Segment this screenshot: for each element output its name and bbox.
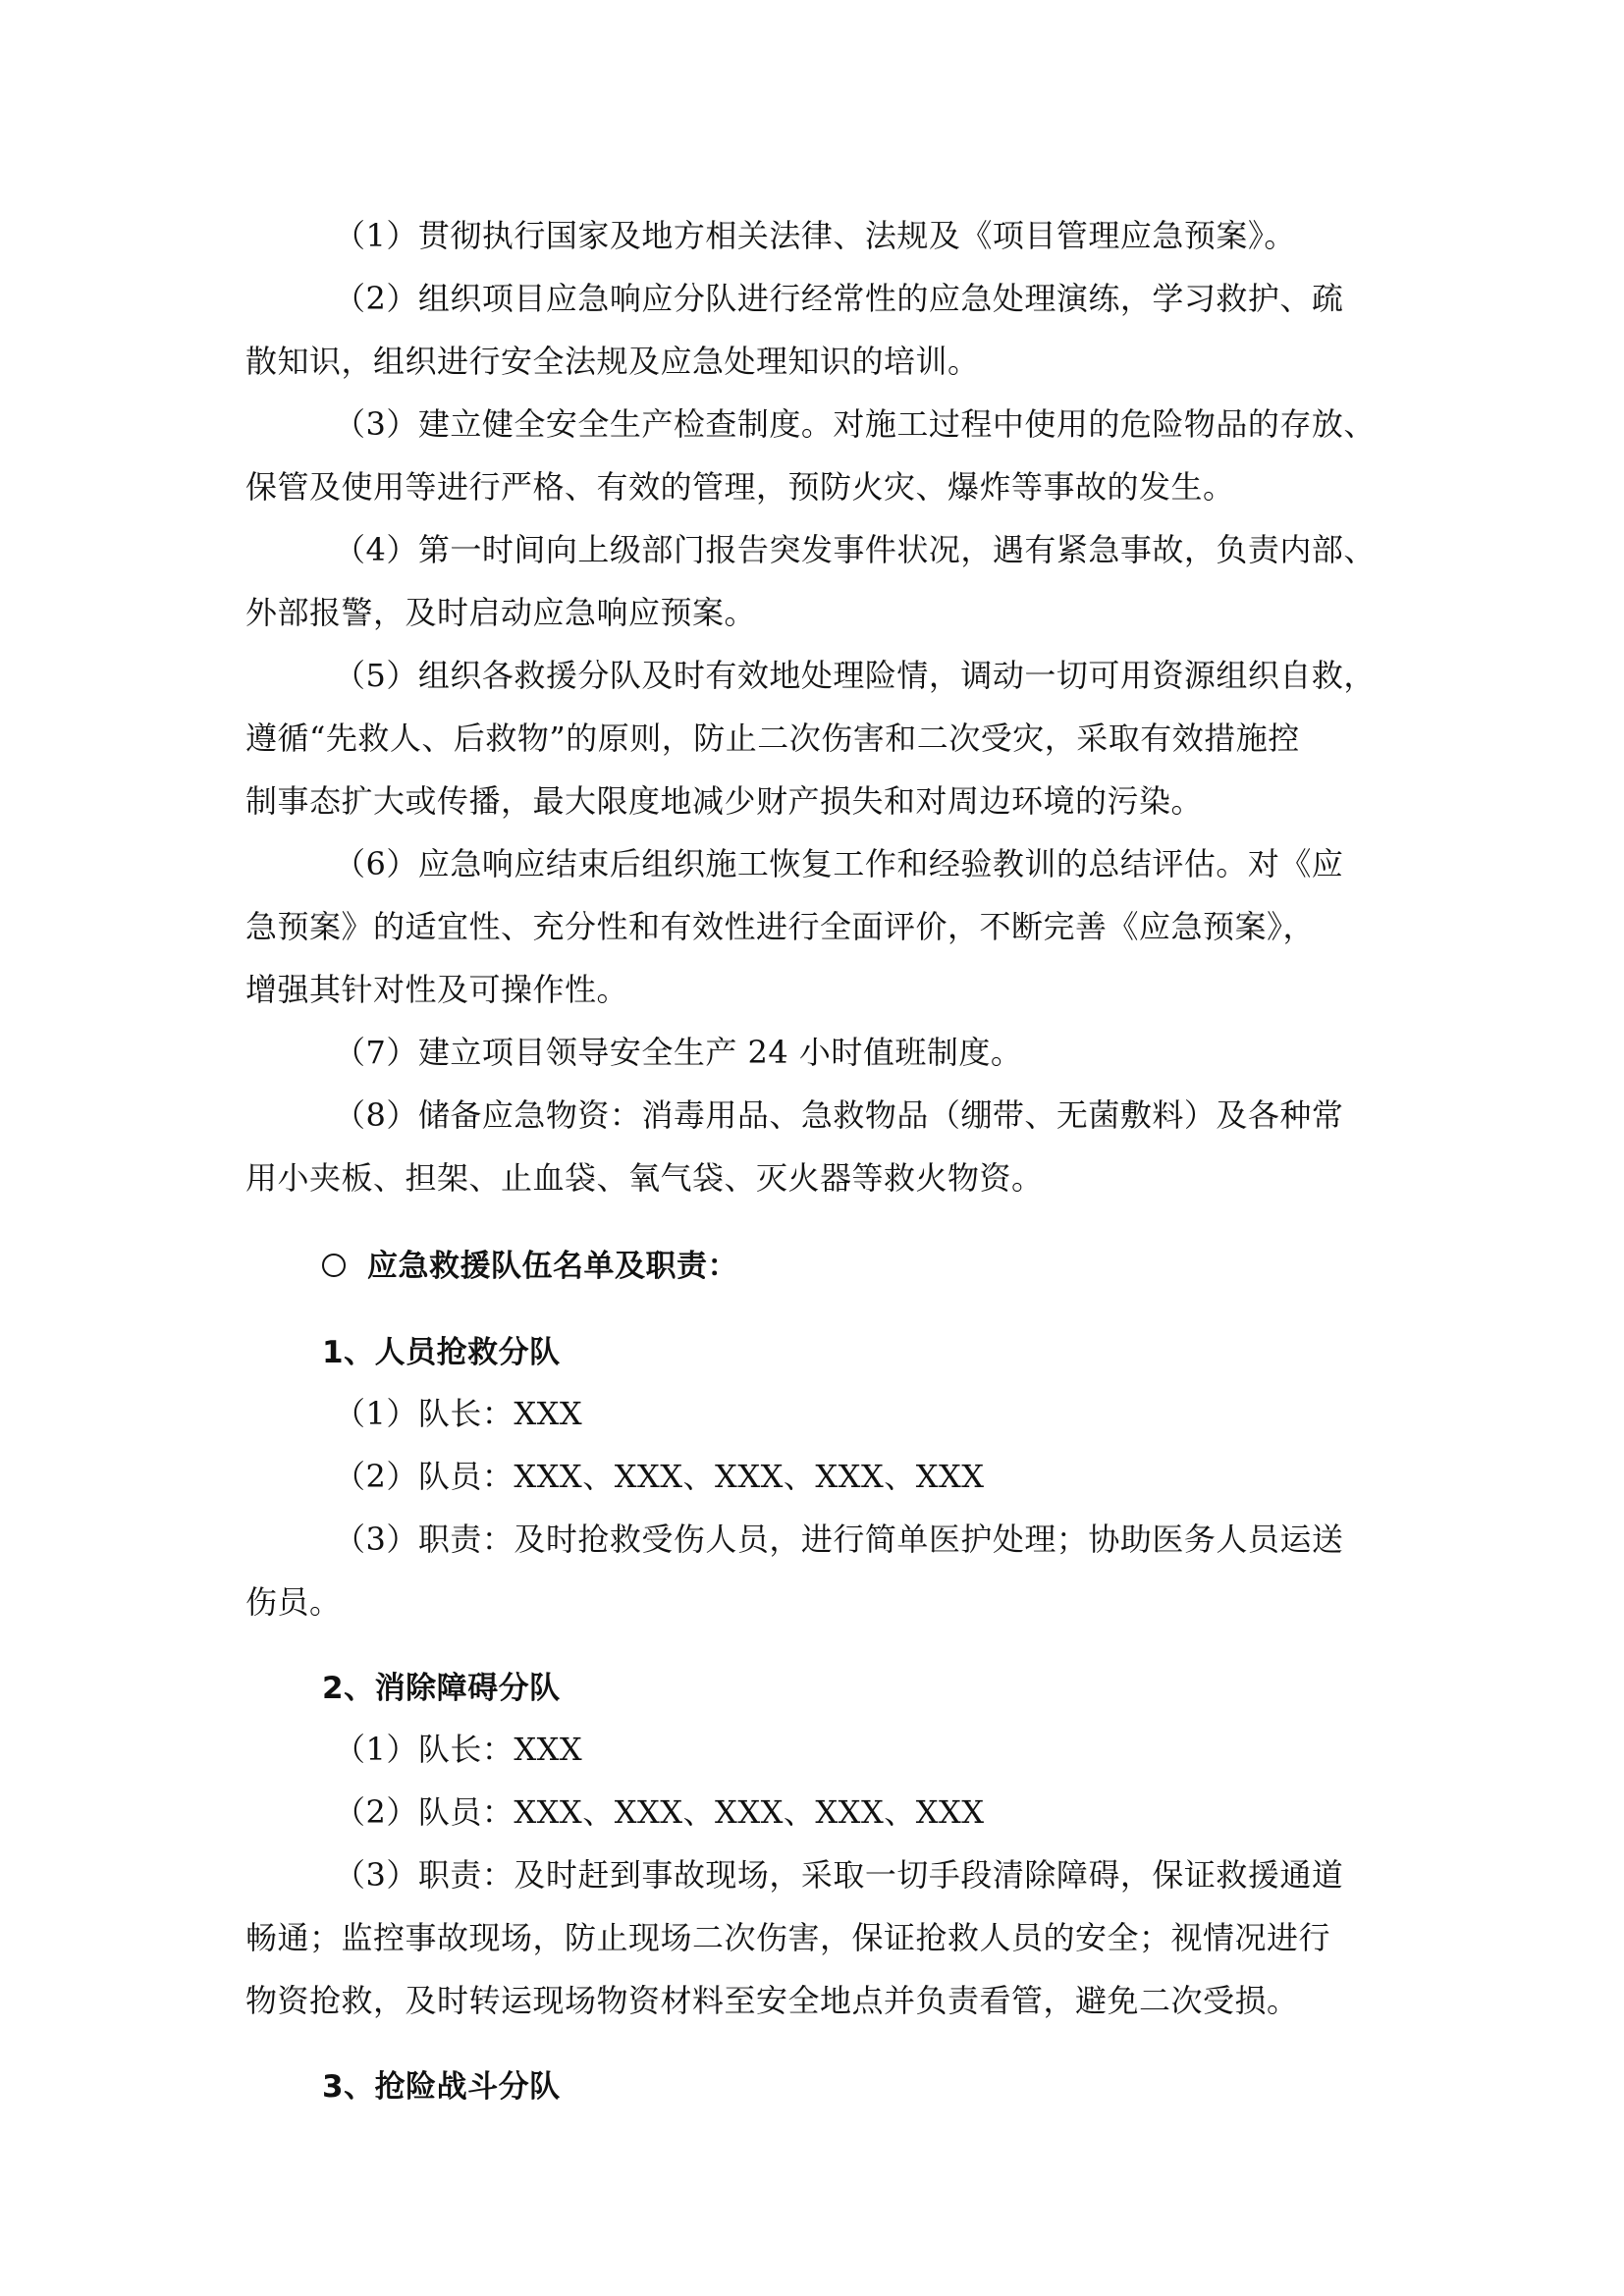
duty-1: （1）贯彻执行国家及地方相关法律、法规及《项目管理应急预案》。 — [334, 217, 1296, 254]
duty-6-line-3: 增强其针对性及可操作性。 — [245, 971, 629, 1008]
duty-5-line-2: 遵循“先救人、后救物”的原则，防止二次伤害和二次受灾，采取有效措施控 — [245, 720, 1300, 757]
team-2-duty-line-3: 物资抢救，及时转运现场物资材料至安全地点并负责看管，避免二次受损。 — [245, 1982, 1299, 2019]
duty-7: （7）建立项目领导安全生产 24 小时值班制度。 — [334, 1034, 1023, 1071]
team-2-duty-line-1: （3）职责：及时赶到事故现场，采取一切手段清除障碍，保证救援通道 — [334, 1856, 1344, 1894]
duty-3-line-1: （3）建立健全安全生产检查制度。对施工过程中使用的危险物品的存放、 — [334, 405, 1376, 443]
team-2-leader: （1）队长：XXX — [334, 1731, 583, 1768]
team-1-duty-line-2: 伤员。 — [245, 1583, 342, 1621]
duty-4-line-2: 外部报警，及时启动应急响应预案。 — [245, 594, 757, 631]
team-2-members: （2）队员：XXX、XXX、XXX、XXX、XXX — [334, 1793, 985, 1831]
duty-3-line-2: 保管及使用等进行严格、有效的管理，预防火灾、爆炸等事故的发生。 — [245, 468, 1235, 506]
duty-6-line-2: 急预案》的适宜性、充分性和有效性进行全面评价，不断完善《应急预案》， — [245, 908, 1316, 945]
duty-8-line-2: 用小夹板、担架、止血袋、氧气袋、灭火器等救火物资。 — [245, 1159, 1044, 1197]
duty-5-line-3: 制事态扩大或传播，最大限度地减少财产损失和对周边环境的污染。 — [245, 782, 1204, 820]
team-2-title: 2、消除障碍分队 — [322, 1671, 561, 1706]
duty-8-line-1: （8）储备应急物资：消毒用品、急救物品（绷带、无菌敷料）及各种常 — [334, 1096, 1344, 1134]
duty-2-line-1: （2）组织项目应急响应分队进行经常性的应急处理演练，学习救护、疏 — [334, 280, 1344, 317]
duty-6-line-1: （6）应急响应结束后组织施工恢复工作和经验教训的总结评估。对《应 — [334, 845, 1344, 882]
circle-bullet-icon — [322, 1254, 346, 1277]
team-1-duty-line-1: （3）职责：及时抢救受伤人员，进行简单医护处理；协助医务人员运送 — [334, 1521, 1344, 1558]
roster-heading-text: 应急救援队伍名单及职责： — [367, 1249, 738, 1284]
duty-5-line-1: （5）组织各救援分队及时有效地处理险情，调动一切可用资源组织自救， — [334, 657, 1376, 694]
roster-heading — [322, 1245, 738, 1288]
team-1-members: （2）队员：XXX、XXX、XXX、XXX、XXX — [334, 1458, 985, 1495]
team-1-title: 1、人员抢救分队 — [322, 1335, 561, 1370]
duty-4-line-1: （4）第一时间向上级部门报告突发事件状况，遇有紧急事故，负责内部、 — [334, 531, 1376, 568]
team-3-title: 3、抢险战斗分队 — [322, 2069, 561, 2105]
team-1-leader: （1）队长：XXX — [334, 1395, 583, 1432]
duty-2-line-2: 散知识，组织进行安全法规及应急处理知识的培训。 — [245, 343, 980, 380]
team-2-duty-line-2: 畅通；监控事故现场，防止现场二次伤害，保证抢救人员的安全；视情况进行 — [245, 1919, 1331, 1956]
